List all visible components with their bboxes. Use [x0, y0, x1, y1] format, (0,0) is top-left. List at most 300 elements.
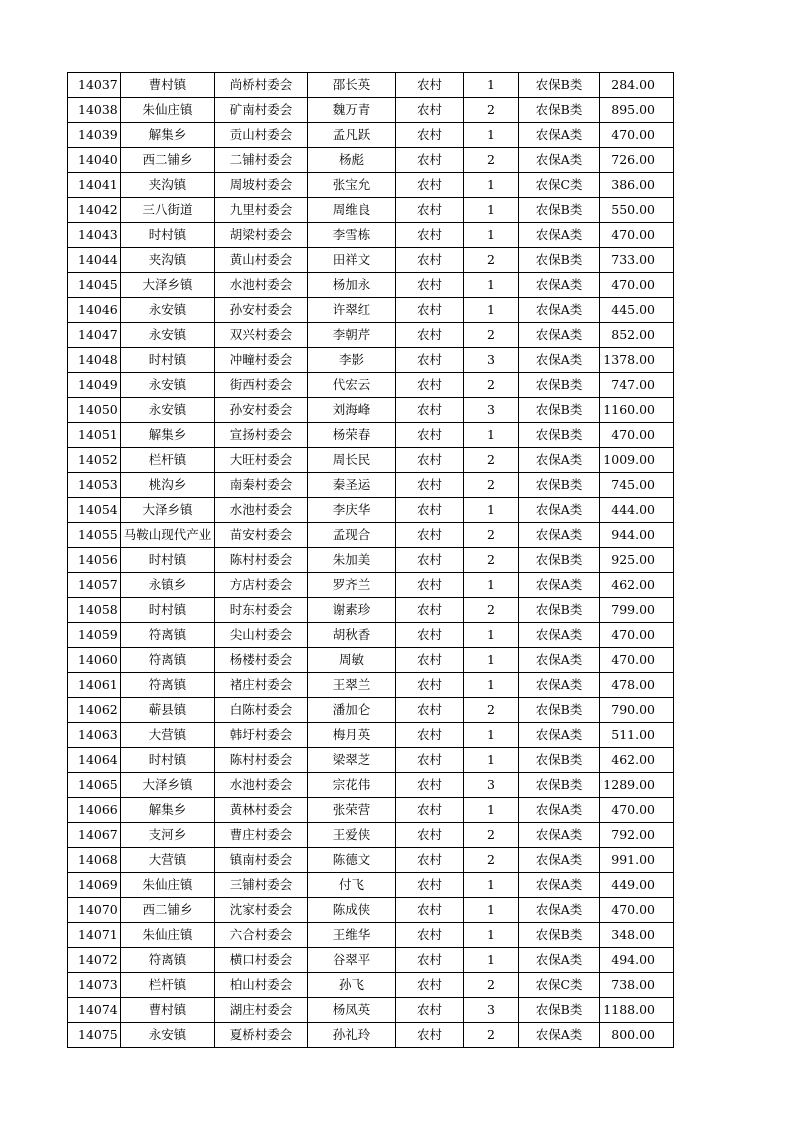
village-committee-cell: 双兴村委会: [215, 323, 308, 348]
record-id-cell: 14059: [68, 623, 121, 648]
amount-cell: 470.00: [600, 273, 674, 298]
town-cell: 符离镇: [121, 623, 215, 648]
record-id-cell: 14075: [68, 1023, 121, 1048]
household-count-cell: 1: [464, 123, 519, 148]
person-name-cell: 王翠兰: [308, 673, 396, 698]
village-committee-cell: 二铺村委会: [215, 148, 308, 173]
insurance-category-cell: 农保A类: [519, 948, 600, 973]
insurance-category-cell: 农保A类: [519, 673, 600, 698]
insurance-category-cell: 农保A类: [519, 448, 600, 473]
household-count-cell: 3: [464, 998, 519, 1023]
area-type-cell: 农村: [396, 823, 464, 848]
household-count-cell: 1: [464, 873, 519, 898]
town-cell: 夹沟镇: [121, 173, 215, 198]
town-cell: 时村镇: [121, 548, 215, 573]
table-row: [68, 973, 674, 998]
town-cell: 栏杆镇: [121, 973, 215, 998]
area-type-cell: 农村: [396, 798, 464, 823]
insurance-category-cell: 农保B类: [519, 598, 600, 623]
table-row: [68, 323, 674, 348]
amount-cell: 852.00: [600, 323, 674, 348]
table-row: [68, 348, 674, 373]
table-row: [68, 923, 674, 948]
town-cell: 永安镇: [121, 298, 215, 323]
household-count-cell: 2: [464, 698, 519, 723]
area-type-cell: 农村: [396, 723, 464, 748]
record-id-cell: 14050: [68, 398, 121, 423]
household-count-cell: 1: [464, 498, 519, 523]
amount-cell: 1009.00: [600, 448, 674, 473]
area-type-cell: 农村: [396, 73, 464, 98]
record-id-cell: 14055: [68, 523, 121, 548]
household-count-cell: 2: [464, 98, 519, 123]
record-id-cell: 14037: [68, 73, 121, 98]
insurance-category-cell: 农保A类: [519, 523, 600, 548]
insurance-category-cell: 农保B类: [519, 698, 600, 723]
household-count-cell: 1: [464, 898, 519, 923]
area-type-cell: 农村: [396, 248, 464, 273]
insurance-category-cell: 农保A类: [519, 648, 600, 673]
town-cell: 永镇乡: [121, 573, 215, 598]
table-row: [68, 523, 674, 548]
town-cell: 桃沟乡: [121, 473, 215, 498]
insurance-category-cell: 农保B类: [519, 998, 600, 1023]
amount-cell: 470.00: [600, 648, 674, 673]
person-name-cell: 杨彪: [308, 148, 396, 173]
town-cell: 符离镇: [121, 673, 215, 698]
town-cell: 朱仙庄镇: [121, 923, 215, 948]
town-cell: 时村镇: [121, 223, 215, 248]
village-committee-cell: 水池村委会: [215, 498, 308, 523]
amount-cell: 470.00: [600, 423, 674, 448]
area-type-cell: 农村: [396, 1023, 464, 1048]
record-id-cell: 14068: [68, 848, 121, 873]
village-committee-cell: 九里村委会: [215, 198, 308, 223]
village-committee-cell: 方店村委会: [215, 573, 308, 598]
person-name-cell: 潘加仑: [308, 698, 396, 723]
person-name-cell: 谷翠平: [308, 948, 396, 973]
insurance-category-cell: 农保B类: [519, 773, 600, 798]
area-type-cell: 农村: [396, 98, 464, 123]
person-name-cell: 孟现合: [308, 523, 396, 548]
amount-cell: 462.00: [600, 748, 674, 773]
household-count-cell: 1: [464, 198, 519, 223]
person-name-cell: 李朝芹: [308, 323, 396, 348]
area-type-cell: 农村: [396, 598, 464, 623]
person-name-cell: 张宝允: [308, 173, 396, 198]
table-row: [68, 1023, 674, 1048]
insurance-category-cell: 农保B类: [519, 248, 600, 273]
insurance-category-cell: 农保B类: [519, 473, 600, 498]
village-committee-cell: 胡梁村委会: [215, 223, 308, 248]
table-row: [68, 123, 674, 148]
insurance-category-cell: 农保B类: [519, 98, 600, 123]
record-id-cell: 14061: [68, 673, 121, 698]
person-name-cell: 孟凡跃: [308, 123, 396, 148]
record-id-cell: 14064: [68, 748, 121, 773]
area-type-cell: 农村: [396, 223, 464, 248]
area-type-cell: 农村: [396, 623, 464, 648]
area-type-cell: 农村: [396, 348, 464, 373]
person-name-cell: 田祥文: [308, 248, 396, 273]
insurance-category-cell: 农保A类: [519, 223, 600, 248]
person-name-cell: 李庆华: [308, 498, 396, 523]
records-table: [67, 72, 674, 1048]
household-count-cell: 2: [464, 323, 519, 348]
town-cell: 符离镇: [121, 648, 215, 673]
person-name-cell: 刘海峰: [308, 398, 396, 423]
town-cell: 蕲县镇: [121, 698, 215, 723]
insurance-category-cell: 农保A类: [519, 323, 600, 348]
village-committee-cell: 横口村委会: [215, 948, 308, 973]
amount-cell: 747.00: [600, 373, 674, 398]
area-type-cell: 农村: [396, 898, 464, 923]
amount-cell: 348.00: [600, 923, 674, 948]
person-name-cell: 代宏云: [308, 373, 396, 398]
table-row: [68, 723, 674, 748]
area-type-cell: 农村: [396, 173, 464, 198]
amount-cell: 494.00: [600, 948, 674, 973]
household-count-cell: 1: [464, 273, 519, 298]
person-name-cell: 陈成侠: [308, 898, 396, 923]
insurance-category-cell: 农保A类: [519, 148, 600, 173]
village-committee-cell: 苗安村委会: [215, 523, 308, 548]
area-type-cell: 农村: [396, 123, 464, 148]
person-name-cell: 杨加永: [308, 273, 396, 298]
village-committee-cell: 六合村委会: [215, 923, 308, 948]
village-committee-cell: 柏山村委会: [215, 973, 308, 998]
table-row: [68, 498, 674, 523]
town-cell: 解集乡: [121, 123, 215, 148]
amount-cell: 386.00: [600, 173, 674, 198]
table-row: [68, 298, 674, 323]
person-name-cell: 陈德文: [308, 848, 396, 873]
area-type-cell: 农村: [396, 448, 464, 473]
amount-cell: 462.00: [600, 573, 674, 598]
insurance-category-cell: 农保C类: [519, 973, 600, 998]
town-cell: 解集乡: [121, 423, 215, 448]
area-type-cell: 农村: [396, 673, 464, 698]
record-id-cell: 14044: [68, 248, 121, 273]
insurance-category-cell: 农保A类: [519, 573, 600, 598]
household-count-cell: 1: [464, 648, 519, 673]
table-row: [68, 73, 674, 98]
household-count-cell: 2: [464, 598, 519, 623]
household-count-cell: 2: [464, 448, 519, 473]
town-cell: 曹村镇: [121, 998, 215, 1023]
table-row: [68, 848, 674, 873]
table-row: [68, 273, 674, 298]
area-type-cell: 农村: [396, 573, 464, 598]
table-row: [68, 423, 674, 448]
household-count-cell: 2: [464, 548, 519, 573]
amount-cell: 733.00: [600, 248, 674, 273]
household-count-cell: 2: [464, 473, 519, 498]
record-id-cell: 14058: [68, 598, 121, 623]
insurance-category-cell: 农保B类: [519, 548, 600, 573]
person-name-cell: 周敏: [308, 648, 396, 673]
household-count-cell: 2: [464, 248, 519, 273]
village-committee-cell: 韩圩村委会: [215, 723, 308, 748]
town-cell: 马鞍山现代产业: [121, 523, 215, 548]
record-id-cell: 14062: [68, 698, 121, 723]
amount-cell: 470.00: [600, 898, 674, 923]
table-row: [68, 898, 674, 923]
town-cell: 大泽乡镇: [121, 273, 215, 298]
household-count-cell: 1: [464, 923, 519, 948]
table-row: [68, 673, 674, 698]
town-cell: 西二铺乡: [121, 148, 215, 173]
insurance-category-cell: 农保A类: [519, 123, 600, 148]
person-name-cell: 许翠红: [308, 298, 396, 323]
person-name-cell: 孙礼玲: [308, 1023, 396, 1048]
village-committee-cell: 沈家村委会: [215, 898, 308, 923]
household-count-cell: 1: [464, 673, 519, 698]
table-row: [68, 98, 674, 123]
village-committee-cell: 水池村委会: [215, 273, 308, 298]
village-committee-cell: 孙安村委会: [215, 398, 308, 423]
table-row: [68, 998, 674, 1023]
household-count-cell: 1: [464, 573, 519, 598]
record-id-cell: 14051: [68, 423, 121, 448]
area-type-cell: 农村: [396, 398, 464, 423]
village-committee-cell: 杨楼村委会: [215, 648, 308, 673]
village-committee-cell: 周坡村委会: [215, 173, 308, 198]
insurance-category-cell: 农保A类: [519, 848, 600, 873]
record-id-cell: 14043: [68, 223, 121, 248]
village-committee-cell: 孙安村委会: [215, 298, 308, 323]
village-committee-cell: 南秦村委会: [215, 473, 308, 498]
area-type-cell: 农村: [396, 973, 464, 998]
insurance-category-cell: 农保A类: [519, 273, 600, 298]
record-id-cell: 14073: [68, 973, 121, 998]
record-id-cell: 14071: [68, 923, 121, 948]
amount-cell: 470.00: [600, 123, 674, 148]
person-name-cell: 罗齐兰: [308, 573, 396, 598]
town-cell: 夹沟镇: [121, 248, 215, 273]
table-row: [68, 623, 674, 648]
household-count-cell: 1: [464, 73, 519, 98]
town-cell: 大营镇: [121, 723, 215, 748]
record-id-cell: 14070: [68, 898, 121, 923]
amount-cell: 445.00: [600, 298, 674, 323]
table-row: [68, 173, 674, 198]
record-id-cell: 14046: [68, 298, 121, 323]
table-body: [68, 73, 674, 1048]
area-type-cell: 农村: [396, 273, 464, 298]
record-id-cell: 14065: [68, 773, 121, 798]
town-cell: 永安镇: [121, 373, 215, 398]
household-count-cell: 1: [464, 948, 519, 973]
area-type-cell: 农村: [396, 523, 464, 548]
town-cell: 解集乡: [121, 798, 215, 823]
record-id-cell: 14060: [68, 648, 121, 673]
village-committee-cell: 冲疃村委会: [215, 348, 308, 373]
amount-cell: 478.00: [600, 673, 674, 698]
household-count-cell: 2: [464, 1023, 519, 1048]
town-cell: 大营镇: [121, 848, 215, 873]
household-count-cell: 2: [464, 823, 519, 848]
record-id-cell: 14052: [68, 448, 121, 473]
insurance-category-cell: 农保B类: [519, 923, 600, 948]
person-name-cell: 宗花伟: [308, 773, 396, 798]
person-name-cell: 朱加美: [308, 548, 396, 573]
town-cell: 支河乡: [121, 823, 215, 848]
area-type-cell: 农村: [396, 498, 464, 523]
record-id-cell: 14047: [68, 323, 121, 348]
amount-cell: 991.00: [600, 848, 674, 873]
person-name-cell: 付飞: [308, 873, 396, 898]
household-count-cell: 2: [464, 973, 519, 998]
village-committee-cell: 曹庄村委会: [215, 823, 308, 848]
record-id-cell: 14057: [68, 573, 121, 598]
amount-cell: 444.00: [600, 498, 674, 523]
record-id-cell: 14048: [68, 348, 121, 373]
town-cell: 曹村镇: [121, 73, 215, 98]
village-committee-cell: 矿南村委会: [215, 98, 308, 123]
table-row: [68, 948, 674, 973]
town-cell: 时村镇: [121, 598, 215, 623]
record-id-cell: 14042: [68, 198, 121, 223]
area-type-cell: 农村: [396, 648, 464, 673]
person-name-cell: 秦圣运: [308, 473, 396, 498]
record-id-cell: 14039: [68, 123, 121, 148]
household-count-cell: 1: [464, 623, 519, 648]
town-cell: 栏杆镇: [121, 448, 215, 473]
person-name-cell: 李影: [308, 348, 396, 373]
area-type-cell: 农村: [396, 473, 464, 498]
amount-cell: 800.00: [600, 1023, 674, 1048]
insurance-category-cell: 农保B类: [519, 748, 600, 773]
insurance-category-cell: 农保B类: [519, 423, 600, 448]
person-name-cell: 周长民: [308, 448, 396, 473]
household-count-cell: 1: [464, 723, 519, 748]
village-committee-cell: 白陈村委会: [215, 698, 308, 723]
area-type-cell: 农村: [396, 298, 464, 323]
record-id-cell: 14067: [68, 823, 121, 848]
village-committee-cell: 宣扬村委会: [215, 423, 308, 448]
table-row: [68, 873, 674, 898]
village-committee-cell: 贡山村委会: [215, 123, 308, 148]
person-name-cell: 谢素珍: [308, 598, 396, 623]
table-row: [68, 698, 674, 723]
household-count-cell: 3: [464, 348, 519, 373]
household-count-cell: 1: [464, 798, 519, 823]
village-committee-cell: 街西村委会: [215, 373, 308, 398]
insurance-category-cell: 农保A类: [519, 348, 600, 373]
town-cell: 三八街道: [121, 198, 215, 223]
person-name-cell: 梅月英: [308, 723, 396, 748]
household-count-cell: 2: [464, 373, 519, 398]
town-cell: 大泽乡镇: [121, 773, 215, 798]
village-committee-cell: 褚庄村委会: [215, 673, 308, 698]
area-type-cell: 农村: [396, 923, 464, 948]
household-count-cell: 2: [464, 523, 519, 548]
town-cell: 符离镇: [121, 948, 215, 973]
table-row: [68, 648, 674, 673]
household-count-cell: 2: [464, 148, 519, 173]
town-cell: 朱仙庄镇: [121, 873, 215, 898]
record-id-cell: 14054: [68, 498, 121, 523]
household-count-cell: 3: [464, 398, 519, 423]
area-type-cell: 农村: [396, 423, 464, 448]
town-cell: 西二铺乡: [121, 898, 215, 923]
record-id-cell: 14066: [68, 798, 121, 823]
table-row: [68, 548, 674, 573]
area-type-cell: 农村: [396, 373, 464, 398]
amount-cell: 470.00: [600, 798, 674, 823]
person-name-cell: 杨荣春: [308, 423, 396, 448]
town-cell: 大泽乡镇: [121, 498, 215, 523]
table-row: [68, 248, 674, 273]
amount-cell: 792.00: [600, 823, 674, 848]
area-type-cell: 农村: [396, 198, 464, 223]
amount-cell: 895.00: [600, 98, 674, 123]
area-type-cell: 农村: [396, 848, 464, 873]
amount-cell: 1160.00: [600, 398, 674, 423]
area-type-cell: 农村: [396, 773, 464, 798]
record-id-cell: 14053: [68, 473, 121, 498]
record-id-cell: 14038: [68, 98, 121, 123]
record-id-cell: 14049: [68, 373, 121, 398]
insurance-category-cell: 农保A类: [519, 723, 600, 748]
person-name-cell: 李雪栋: [308, 223, 396, 248]
amount-cell: 944.00: [600, 523, 674, 548]
insurance-category-cell: 农保A类: [519, 298, 600, 323]
household-count-cell: 1: [464, 748, 519, 773]
village-committee-cell: 时东村委会: [215, 598, 308, 623]
insurance-category-cell: 农保A类: [519, 823, 600, 848]
amount-cell: 550.00: [600, 198, 674, 223]
town-cell: 时村镇: [121, 748, 215, 773]
table-row: [68, 223, 674, 248]
insurance-category-cell: 农保B类: [519, 198, 600, 223]
town-cell: 时村镇: [121, 348, 215, 373]
area-type-cell: 农村: [396, 323, 464, 348]
household-count-cell: 1: [464, 298, 519, 323]
person-name-cell: 王维华: [308, 923, 396, 948]
area-type-cell: 农村: [396, 548, 464, 573]
table-row: [68, 823, 674, 848]
amount-cell: 790.00: [600, 698, 674, 723]
household-count-cell: 3: [464, 773, 519, 798]
record-id-cell: 14074: [68, 998, 121, 1023]
insurance-category-cell: 农保A类: [519, 1023, 600, 1048]
insurance-category-cell: 农保C类: [519, 173, 600, 198]
village-committee-cell: 夏桥村委会: [215, 1023, 308, 1048]
table-row: [68, 373, 674, 398]
village-committee-cell: 镇南村委会: [215, 848, 308, 873]
person-name-cell: 杨凤英: [308, 998, 396, 1023]
insurance-category-cell: 农保A类: [519, 623, 600, 648]
table-row: [68, 473, 674, 498]
person-name-cell: 梁翠芝: [308, 748, 396, 773]
area-type-cell: 农村: [396, 148, 464, 173]
village-committee-cell: 黄林村委会: [215, 798, 308, 823]
table-row: [68, 573, 674, 598]
area-type-cell: 农村: [396, 698, 464, 723]
table-row: [68, 773, 674, 798]
amount-cell: 449.00: [600, 873, 674, 898]
insurance-category-cell: 农保B类: [519, 73, 600, 98]
insurance-category-cell: 农保B类: [519, 373, 600, 398]
amount-cell: 470.00: [600, 223, 674, 248]
record-id-cell: 14063: [68, 723, 121, 748]
amount-cell: 745.00: [600, 473, 674, 498]
insurance-category-cell: 农保A类: [519, 798, 600, 823]
area-type-cell: 农村: [396, 998, 464, 1023]
area-type-cell: 农村: [396, 873, 464, 898]
